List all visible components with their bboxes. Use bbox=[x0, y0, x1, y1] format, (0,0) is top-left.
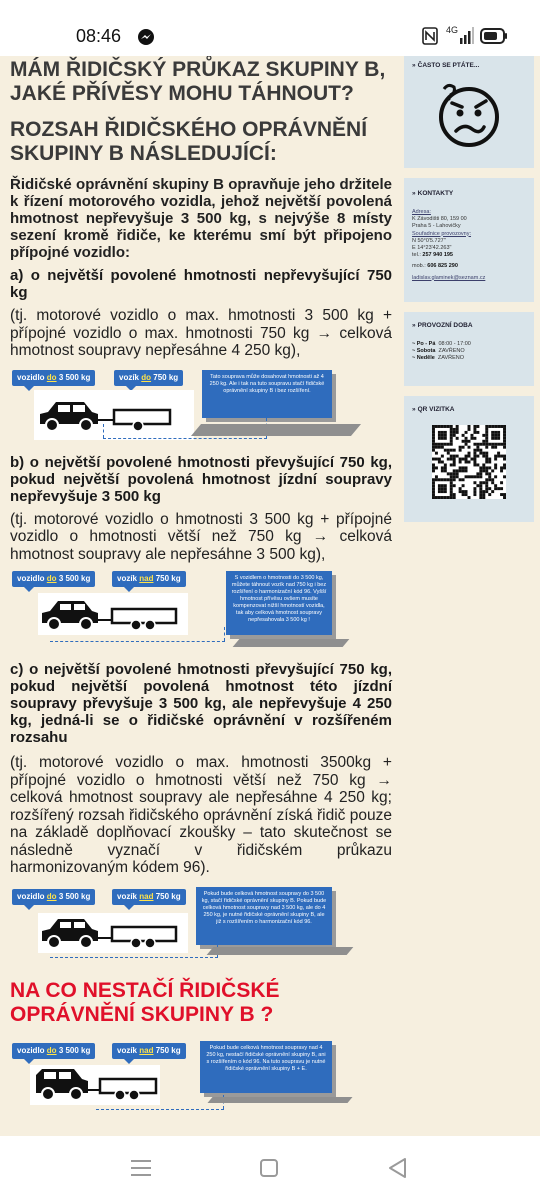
qr-code-icon[interactable] bbox=[432, 425, 506, 499]
tag-trailer: vozík nad 750 kg bbox=[112, 889, 186, 905]
qr-title: » QR VIZITKA bbox=[412, 406, 455, 413]
network-type: 4G bbox=[446, 25, 459, 35]
car-trailer-icon bbox=[38, 593, 188, 635]
diagram-c bbox=[10, 887, 370, 963]
info-box: Tato souprava může dosahovat hmotnosti až 4 250 kg. Ale i tak na tuto soupravu stačí řidičské oprávnění skupiny B i bez rozšíření. bbox=[202, 370, 332, 418]
tag-trailer: vozík do 750 kg bbox=[114, 370, 183, 386]
warning-heading: NA CO NESTAČÍ ŘIDIČSKÉ OPRÁVNĚNÍ SKUPINY B ? bbox=[10, 978, 280, 1026]
section-a-text: (tj. motorové vozidlo o max. hmotnosti 3 500 kg + přípojné vozidlo o max. hmotnosti 750 kg → celková hmotnost soupravy nepřesáhne 4 250 kg), bbox=[10, 307, 392, 359]
messenger-icon bbox=[137, 28, 155, 46]
tag-vehicle: vozidlo do 3 500 kg bbox=[12, 889, 95, 905]
connector-line bbox=[224, 627, 225, 641]
section-a-title: a) o největší povolené hmotnosti nepřevyšující 750 kg bbox=[10, 267, 392, 301]
hours-list bbox=[412, 341, 526, 363]
shadow-stripe bbox=[191, 424, 361, 436]
system-nav-bar bbox=[0, 1136, 540, 1200]
car-trailer-icon bbox=[38, 913, 188, 953]
back-icon[interactable] bbox=[386, 1156, 408, 1180]
diagram-a bbox=[10, 368, 370, 448]
confused-face-icon bbox=[434, 79, 504, 149]
menu-icon[interactable] bbox=[130, 1158, 152, 1178]
section-c-text: (tj. motorové vozidlo o max. hmotnosti 3500kg + přípojné vozidlo o hmotnosti větší než 750 kg → celková hmotnost soupravy ale nepřesáhne 4 250 kg; rozšířený rozsah řidičského oprávnění získá řidič pouze na základě doplňovací zkoušky – tato skutečnost se následně vyznačí v řidičském průkazu harmonizovaným kódem 96). bbox=[10, 754, 392, 876]
info-box: Pokud bude celková hmotnost soupravy do 3 500 kg, stačí řidičské oprávnění skupiny B. Pokud bude celková hmotnost soupravy nad 3 500 kg, ale do 4 250 kg, je nutné řidičské oprávnění skupiny B, ale již s rozšířením o harmonizační kód 96. bbox=[196, 887, 332, 945]
hours-title: » PROVOZNÍ DOBA bbox=[412, 322, 473, 329]
shadow-stripe bbox=[207, 947, 354, 955]
sidebar bbox=[404, 56, 534, 532]
mobile[interactable]: mob.: 606 825 290 bbox=[412, 263, 458, 270]
home-icon[interactable] bbox=[259, 1158, 279, 1178]
tag-vehicle: vozidlo do 3 500 kg bbox=[12, 571, 95, 587]
status-time: 08:46 bbox=[76, 26, 122, 46]
phone[interactable]: tel.: 257 940 195 bbox=[412, 252, 453, 259]
info-box: S vozidlem o hmotnosti do 3 500 kg, můžete táhnout vozík nad 750 kg i bez rozšíření o harmonizační kód 96. Vyšší hmotnost přívěsu ovšem musíte kompenzovat nižší hmotností vozidla, tak aby celková hmotnost soupravy nepřesahovala 3 500 kg ! bbox=[226, 571, 332, 635]
tag-vehicle: vozidlo do 3 500 kg bbox=[12, 1043, 95, 1059]
signal-icon bbox=[446, 24, 474, 46]
address-line: Praha 5 - Lahovičky bbox=[412, 223, 461, 230]
section-heading: ROZSAH ŘIDIČSKÉHO OPRÁVNĚNÍ SKUPINY B NÁSLEDUJÍCÍ: bbox=[10, 118, 368, 165]
email-link[interactable]: ladislav.glaminek@seznam.cz bbox=[412, 274, 486, 281]
info-box: Pokud bude celková hmotnost soupravy nad 4 250 kg, nestačí řidičské oprávnění skupiny B, ani s rozšířením o kód 96. Na tuto soupravu je nutné řidičské oprávnění skupiny B + E. bbox=[200, 1041, 332, 1093]
tag-trailer: vozík nad 750 kg bbox=[112, 571, 186, 587]
connector-line bbox=[103, 424, 104, 438]
coords-n: N 50°0'5.727" bbox=[412, 237, 446, 244]
contacts-box bbox=[404, 178, 534, 302]
connector-line bbox=[50, 641, 225, 642]
connector-line bbox=[96, 1109, 224, 1110]
connector-line bbox=[50, 957, 218, 958]
address-label: Adresa: bbox=[412, 209, 431, 215]
section-b-text: (tj. motorové vozidlo o hmotnosti 3 500 kg + přípojné vozidlo o hmotnosti větší než 750 kg → celková hmotnost soupravy ale nepřesáhne 3 500 kg), bbox=[10, 510, 392, 563]
faq-title: » ČASTO SE PTÁTE... bbox=[412, 62, 480, 69]
section-c-title: c) o největší povolené hmotnosti převyšující 750 kg, pokud největší povolená hmotnost této jízdní soupravy převyšuje 3 500 kg, ale nepřevyšuje 4 250 kg, jedná-li se o řidičské oprávnění v rozšířeném rozsahu bbox=[10, 661, 392, 746]
car-trailer-icon bbox=[34, 390, 194, 440]
tag-trailer: vozík nad 750 kg bbox=[112, 1043, 186, 1059]
page-title: MÁM ŘIDIČSKÝ PRŮKAZ SKUPINY B, JAKÉ PŘÍVĚSY MOHU TÁHNOUT? bbox=[10, 58, 386, 105]
qr-box bbox=[404, 396, 534, 522]
address-line: K Závodišti 80, 159 00 bbox=[412, 216, 467, 223]
tag-vehicle: vozidlo do 3 500 kg bbox=[12, 370, 95, 386]
hours-row: ~ Sobota ZAVŘENO bbox=[412, 348, 465, 355]
nfc-icon bbox=[422, 27, 438, 45]
section-b-title: b) o největší povolené hmotnosti převyšující 750 kg, pokud největší povolená hmotnost jízdní soupravy nepřevyšuje 3 500 kg bbox=[10, 453, 392, 505]
hours-box bbox=[404, 312, 534, 386]
diagram-d bbox=[10, 1041, 370, 1117]
shadow-stripe bbox=[233, 639, 350, 647]
hours-row: ~ Po - Pá 08:00 - 17:00 bbox=[412, 341, 471, 347]
main-content bbox=[0, 56, 402, 1117]
connector-line bbox=[103, 438, 267, 439]
coords-label: Souřadnice provozovny: bbox=[412, 230, 472, 237]
faq-box[interactable] bbox=[404, 56, 534, 168]
shadow-stripe bbox=[207, 1097, 352, 1103]
contacts-title: » KONTAKTY bbox=[412, 190, 454, 197]
coords-e: E 14°23'42.263" bbox=[412, 245, 452, 252]
suv-trailer-icon bbox=[30, 1065, 160, 1105]
hours-row: ~ Neděle ZAVŘENO bbox=[412, 355, 465, 362]
intro-text: Řidičské oprávnění skupiny B opravňuje jeho držitele k řízení motorového vozidla, jehož největší povolená hmotnost nepřevyšuje 3 500 kg, s nejvýše 8 místy sezení kromě řidiče, ke kterému smí být připojeno přípojné vozidlo: bbox=[10, 176, 392, 261]
web-page bbox=[0, 56, 540, 1136]
diagram-b bbox=[10, 569, 370, 651]
battery-icon bbox=[480, 28, 508, 44]
status-bar bbox=[0, 0, 540, 56]
